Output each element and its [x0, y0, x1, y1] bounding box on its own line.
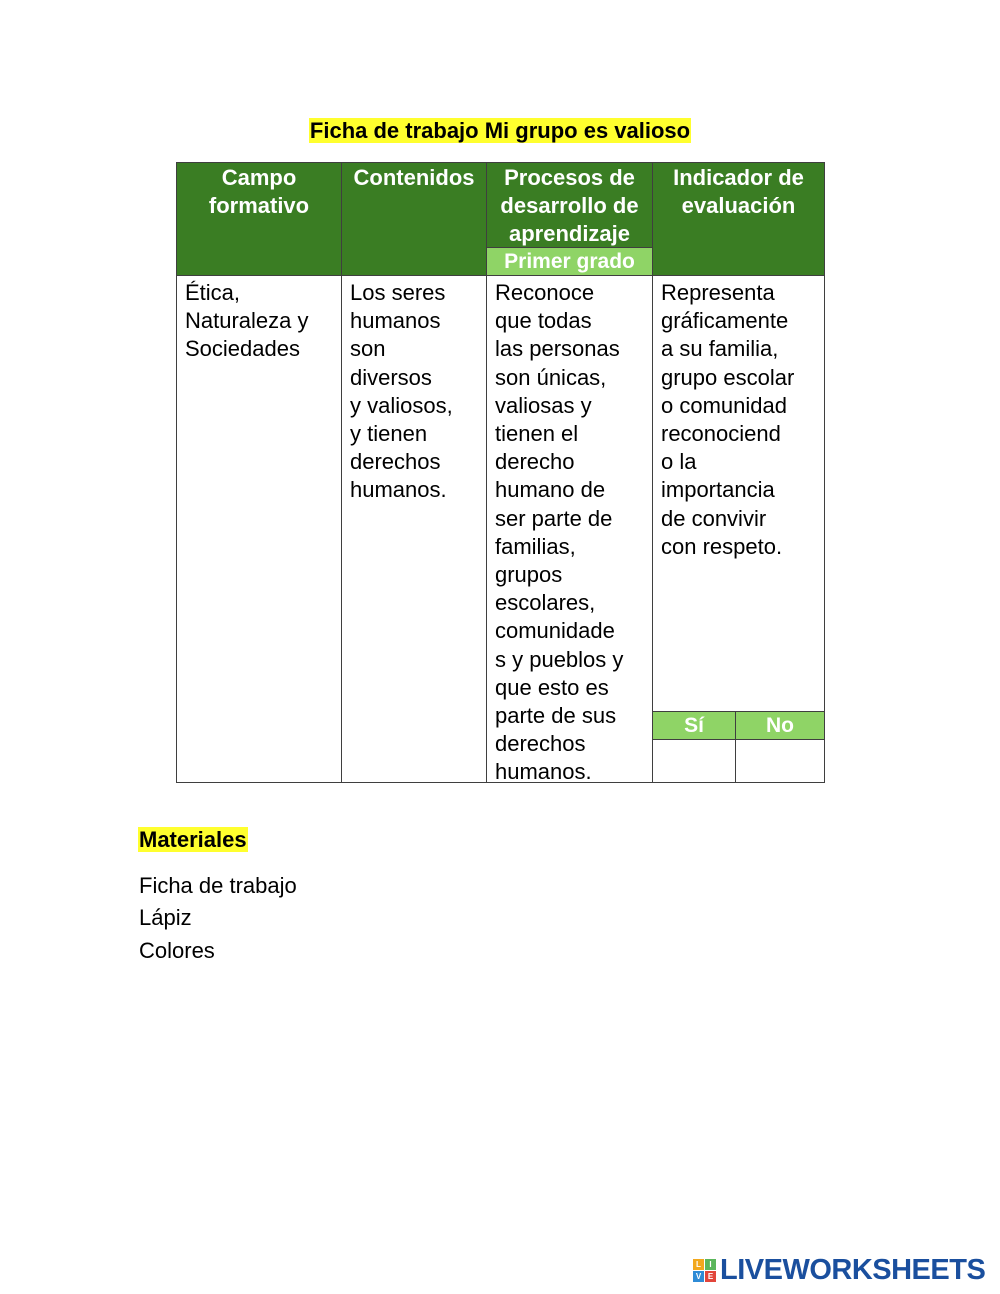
header-contenidos: Contenidos	[341, 162, 487, 276]
header-indicador: Indicador de evaluación	[652, 162, 825, 276]
liveworksheets-icon	[693, 1259, 716, 1282]
cell-contenidos: Los seres humanos son diversos y valiosos, y tienen derechos humanos.	[341, 275, 487, 783]
eval-si-header: Sí	[652, 711, 736, 740]
eval-no-answer[interactable]	[735, 739, 825, 783]
list-item: Colores	[139, 937, 215, 963]
logo-letter-l: L	[693, 1259, 704, 1270]
cell-campo-formativo: Ética, Naturaleza y Sociedades	[176, 275, 342, 783]
worksheet-title: Ficha de trabajo Mi grupo es valioso	[309, 118, 691, 143]
cell-indicador: Representa gráficamente a su familia, grupo escolar o comunidad reconociend o la importancia de convivir con respeto.	[652, 275, 825, 783]
materials-title: Materiales	[139, 827, 247, 852]
list-item: Ficha de trabajo	[139, 873, 297, 898]
eval-no-header: No	[735, 711, 825, 740]
header-campo-formativo: Campo formativo	[176, 162, 342, 276]
eval-si-answer[interactable]	[652, 739, 736, 783]
logo-letter-e: E	[705, 1271, 716, 1282]
liveworksheets-wordmark: LIVEWORKSHEETS	[720, 1253, 986, 1286]
logo-letter-v: V	[693, 1271, 704, 1282]
list-item: Lápiz	[139, 905, 192, 931]
materials-list	[139, 870, 297, 967]
header-primer-grado: Primer grado	[486, 247, 653, 276]
logo-letter-i: I	[705, 1259, 716, 1270]
cell-procesos: Reconoce que todas las personas son únicas, valiosas y tienen el derecho humano de ser parte de familias, grupos escolares, comunidade s y pueblos y que esto es parte de sus derechos humanos.	[486, 275, 653, 783]
header-procesos: Procesos de desarrollo de aprendizaje	[486, 162, 653, 248]
liveworksheets-logo	[693, 1255, 985, 1285]
